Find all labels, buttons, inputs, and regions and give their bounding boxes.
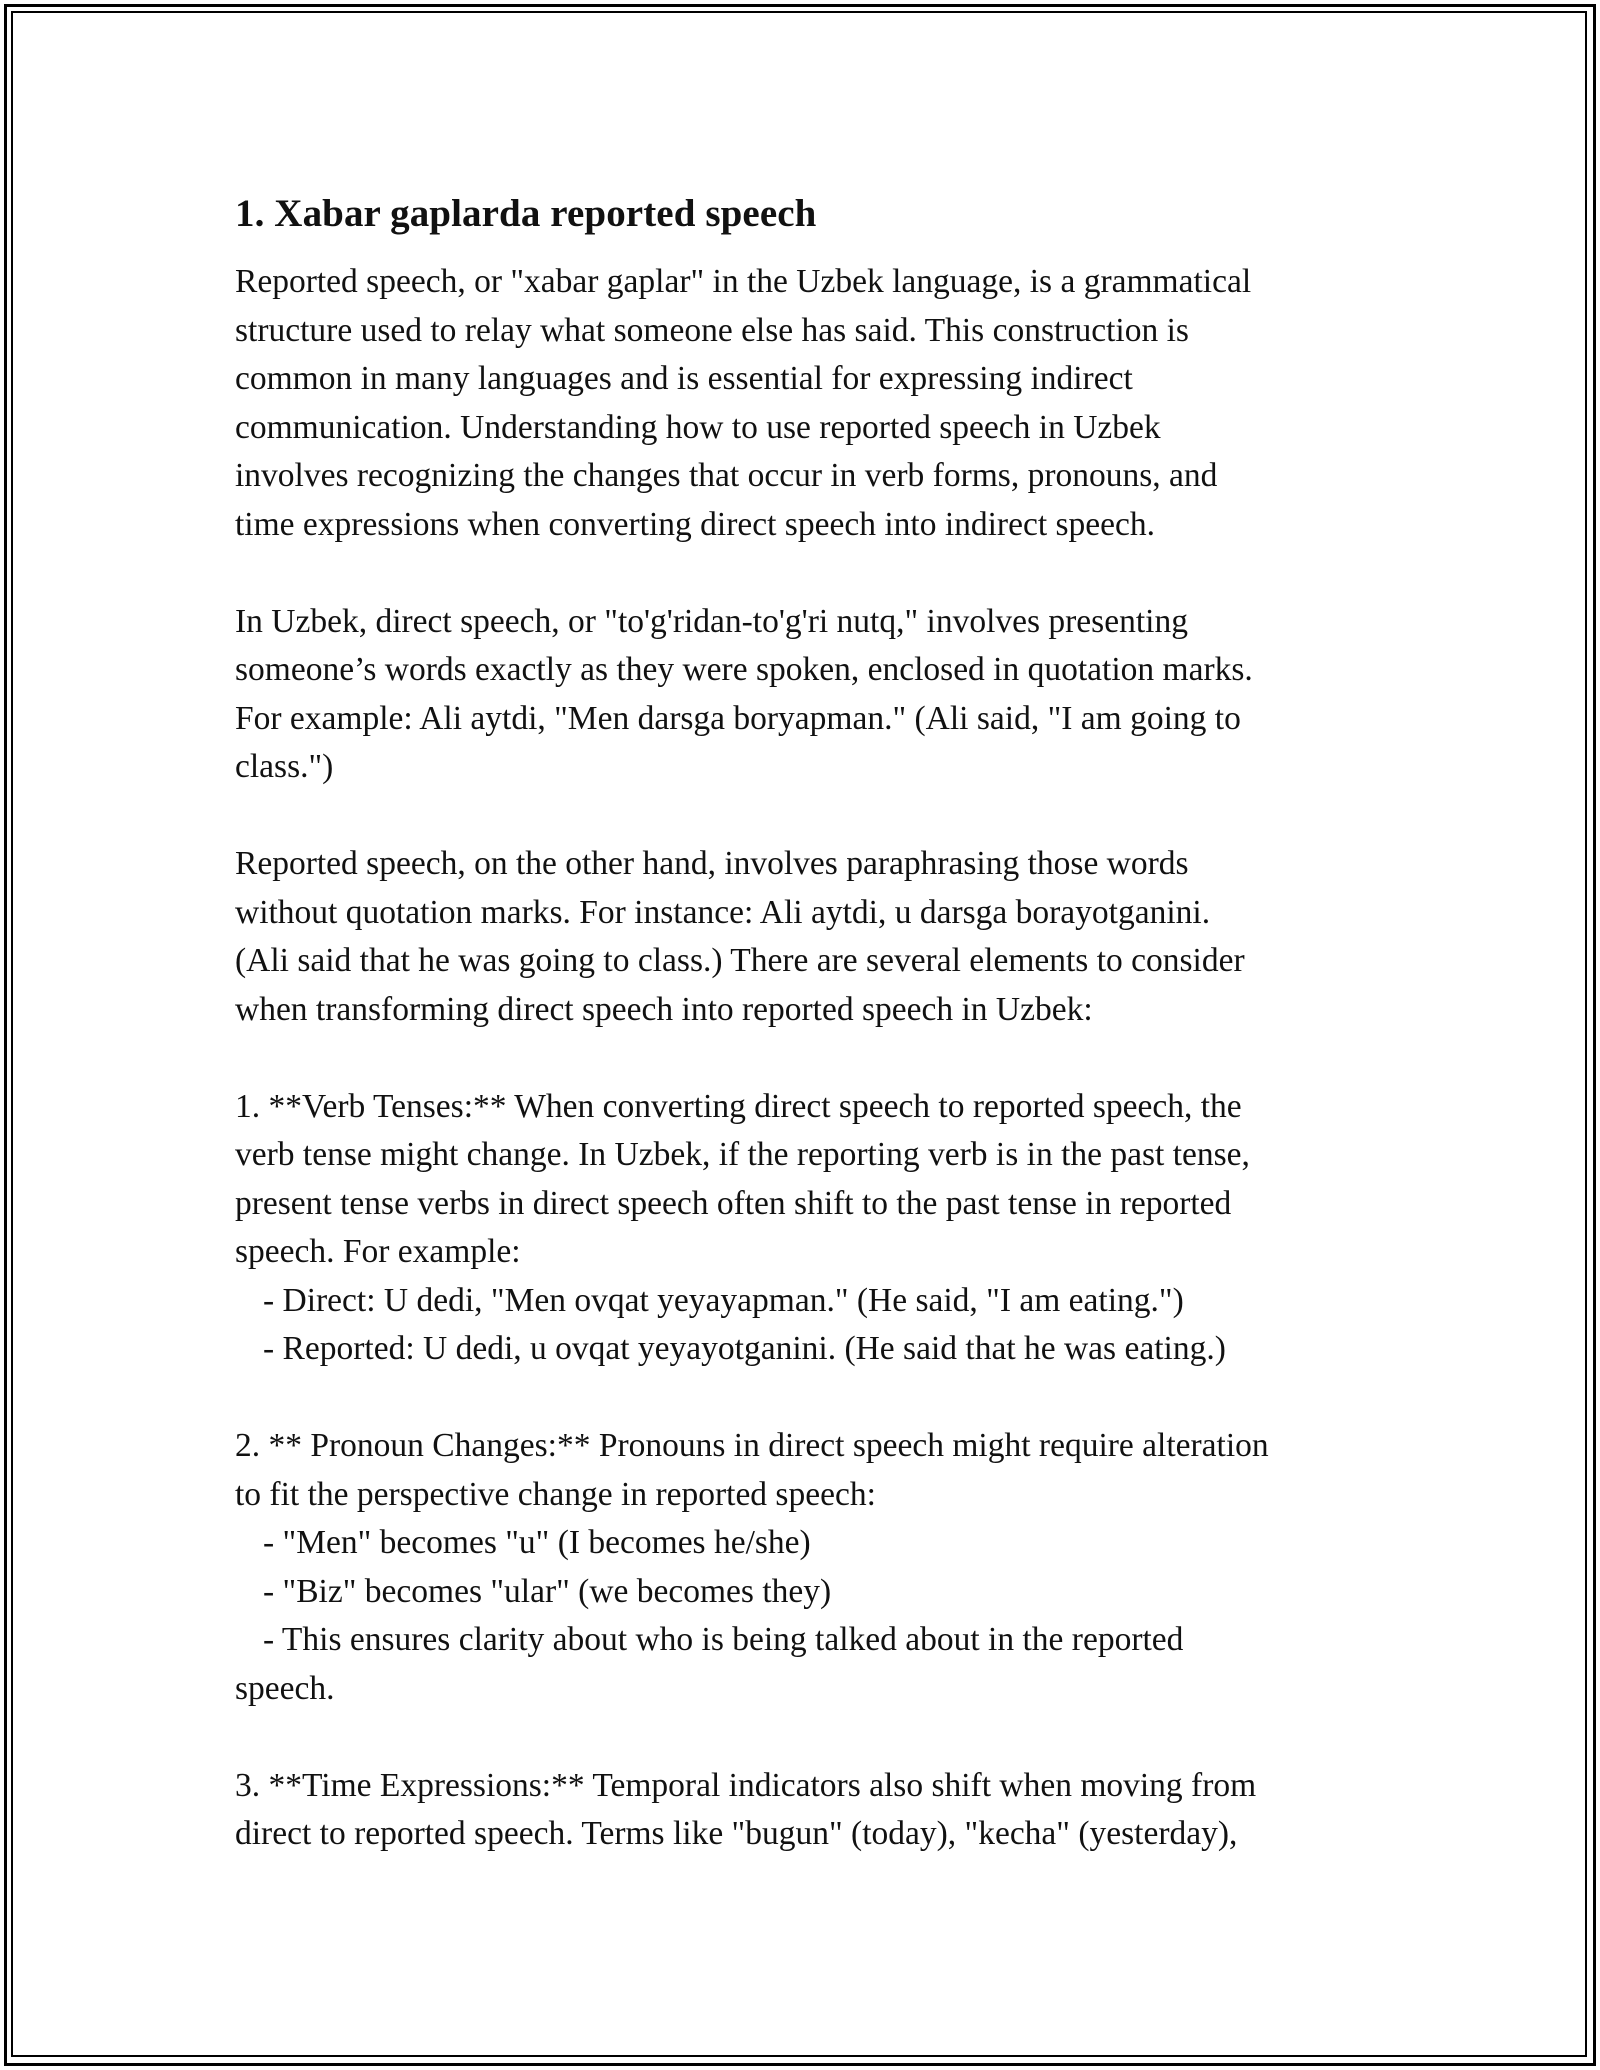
text-line: (Ali said that he was going to class.) There are several elements to consider bbox=[235, 942, 1245, 979]
text-line: speech. bbox=[235, 1669, 335, 1707]
text-line: present tense verbs in direct speech often shift to the past tense in reported bbox=[235, 1184, 1232, 1222]
text-line: 1. **Verb Tenses:** When converting direct speech to reported speech, the bbox=[235, 1087, 1242, 1125]
list-item-verb-tenses bbox=[235, 1083, 1395, 1374]
text-line: 2. ** Pronoun Changes:** Pronouns in direct speech might require alteration bbox=[235, 1427, 1269, 1464]
text-line: For example: Ali aytdi, "Men darsga boryapman." (Ali said, "I am going to bbox=[235, 699, 1241, 737]
paragraph-reported-speech bbox=[235, 840, 1395, 1034]
text-line: time expressions when converting direct speech into indirect speech. bbox=[235, 505, 1156, 543]
text-line: someone’s words exactly as they were spoken, enclosed in quotation marks. bbox=[235, 651, 1253, 688]
text-line: to fit the perspective change in reported speech: bbox=[235, 1475, 876, 1513]
text-line: without quotation marks. For instance: Ali aytdi, u darsga borayotganini. bbox=[235, 893, 1211, 931]
text-line: 3. **Time Expressions:** Temporal indicators also shift when moving from bbox=[235, 1766, 1257, 1804]
list-item-time-expressions bbox=[235, 1762, 1395, 1859]
text-line: Reported speech, on the other hand, involves paraphrasing those words bbox=[235, 845, 1189, 882]
text-line: involves recognizing the changes that occur in verb forms, pronouns, and bbox=[235, 457, 1218, 494]
text-line: In Uzbek, direct speech, or "to'g'ridan-to'g'ri nutq," involves presenting bbox=[235, 602, 1188, 640]
sub-bullet: - This ensures clarity about who is being talked about in the reported bbox=[263, 1621, 1184, 1658]
section-heading: 1. Xabar gaplarda reported speech bbox=[235, 192, 817, 235]
sub-bullet: - "Men" becomes "u" (I becomes he/she) bbox=[263, 1524, 811, 1561]
document-body bbox=[235, 188, 1395, 1907]
sub-bullet: - Reported: U dedi, u ovqat yeyayotganini. (He said that he was eating.) bbox=[263, 1330, 1226, 1367]
text-line: Reported speech, or "xabar gaplar" in the Uzbek language, is a grammatical bbox=[235, 263, 1252, 300]
text-line: class.") bbox=[235, 748, 334, 785]
text-line: structure used to relay what someone else has said. This construction is bbox=[235, 311, 1189, 349]
text-line: common in many languages and is essential for expressing indirect bbox=[235, 360, 1133, 397]
text-line: verb tense might change. In Uzbek, if the reporting verb is in the past tense, bbox=[235, 1136, 1250, 1173]
text-line: direct to reported speech. Terms like "bugun" (today), "kecha" (yesterday), bbox=[235, 1815, 1238, 1852]
text-line: speech. For example: bbox=[235, 1233, 521, 1270]
text-line: communication. Understanding how to use reported speech in Uzbek bbox=[235, 408, 1161, 446]
paragraph-intro bbox=[235, 258, 1395, 549]
sub-bullet: - Direct: U dedi, "Men ovqat yeyayapman." (He said, "I am eating.") bbox=[263, 1281, 1184, 1319]
list-item-pronoun-changes bbox=[235, 1422, 1395, 1713]
sub-bullet: - "Biz" becomes "ular" (we becomes they) bbox=[263, 1572, 832, 1610]
paragraph-direct-speech bbox=[235, 598, 1395, 792]
text-line: when transforming direct speech into reported speech in Uzbek: bbox=[235, 990, 1093, 1028]
